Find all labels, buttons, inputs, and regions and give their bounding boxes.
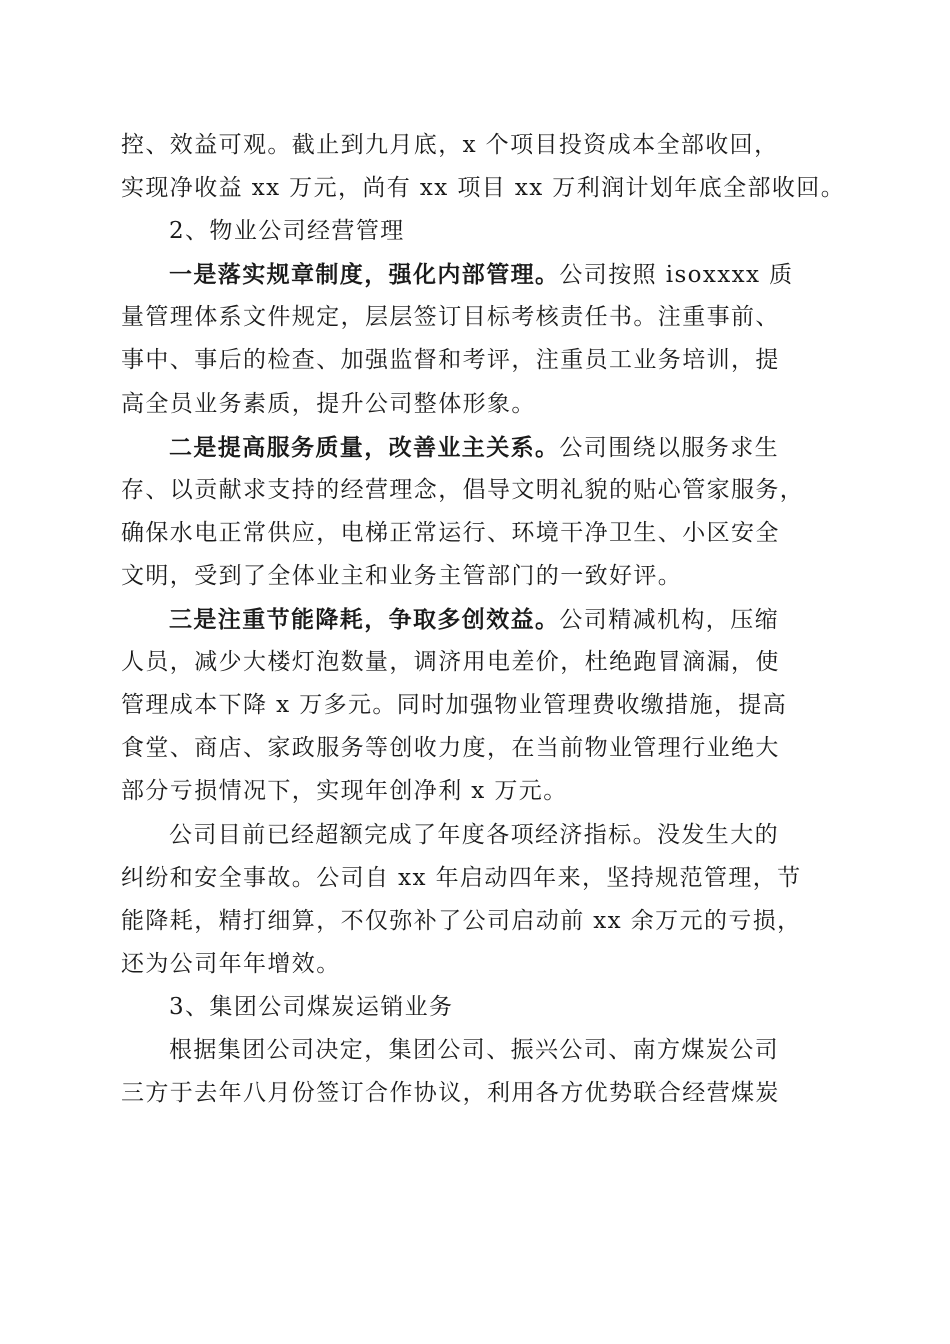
paragraph-start: 一是落实规章制度，强化内部管理。公司按照 isoxxxx 质 <box>169 261 794 289</box>
paragraph-start: 二是提高服务质量，改善业主关系。公司围绕以服务求生 <box>169 433 780 461</box>
paragraph-start: 根据集团公司决定，集团公司、振兴公司、南方煤炭公司 <box>169 1036 779 1063</box>
text-line: 还为公司年年增效。 <box>121 950 341 977</box>
section-heading-property-management: 2、物业公司经营管理 <box>169 218 405 245</box>
text-line: 确保水电正常供应，电梯正常运行、环境干净卫生、小区安全 <box>121 519 780 546</box>
text-line: 文明，受到了全体业主和业务主管部门的一致好评。 <box>121 562 683 589</box>
paragraph-start: 公司目前已经超额完成了年度各项经济指标。没发生大的 <box>169 821 779 848</box>
text-line: 控、效益可观。截止到九月底，x 个项目投资成本全部收回， <box>121 132 779 158</box>
section-heading-coal-sales: 3、集团公司煤炭运销业务 <box>169 993 454 1020</box>
text-line: 量管理体系文件规定，层层签订目标考核责任书。注重事前、 <box>121 304 780 331</box>
document-body <box>121 124 846 1115</box>
text-line: 纠纷和安全事故。公司自 xx 年启动四年来，坚持规范管理，节 <box>121 864 802 891</box>
text-line: 管理成本下降 x 万多元。同时加强物业管理费收缴措施，提高 <box>121 692 788 719</box>
text-line: 部分亏损情况下，实现年创净利 x 万元。 <box>121 778 568 805</box>
paragraph-start: 三是注重节能降耗，争取多创效益。公司精减机构，压缩 <box>169 606 780 634</box>
bold-lead: 一是落实规章制度，强化内部管理。 <box>169 261 560 289</box>
text-line: 食堂、商店、家政服务等创收力度，在当前物业管理行业绝大 <box>121 735 780 762</box>
bold-lead: 三是注重节能降耗，争取多创效益。 <box>169 606 560 634</box>
text-line: 事中、事后的检查、加强监督和考评，注重员工业务培训，提 <box>121 347 780 374</box>
text-line: 高全员业务素质，提升公司整体形象。 <box>121 390 536 417</box>
text-line: 能降耗，精打细算，不仅弥补了公司启动前 xx 余万元的亏损， <box>121 907 802 934</box>
text-line: 实现净收益 xx 万元，尚有 xx 项目 xx 万利润计划年底全部收回。 <box>121 175 846 202</box>
text-line: 存、以贡献求支持的经营理念，倡导文明礼貌的贴心管家服务， <box>121 476 805 503</box>
bold-lead: 二是提高服务质量，改善业主关系。 <box>169 433 560 461</box>
text-line: 人员，减少大楼灯泡数量，调济用电差价，杜绝跑冒滴漏，使 <box>121 649 780 676</box>
text-line: 三方于去年八月份签订合作协议，利用各方优势联合经营煤炭 <box>121 1080 780 1107</box>
